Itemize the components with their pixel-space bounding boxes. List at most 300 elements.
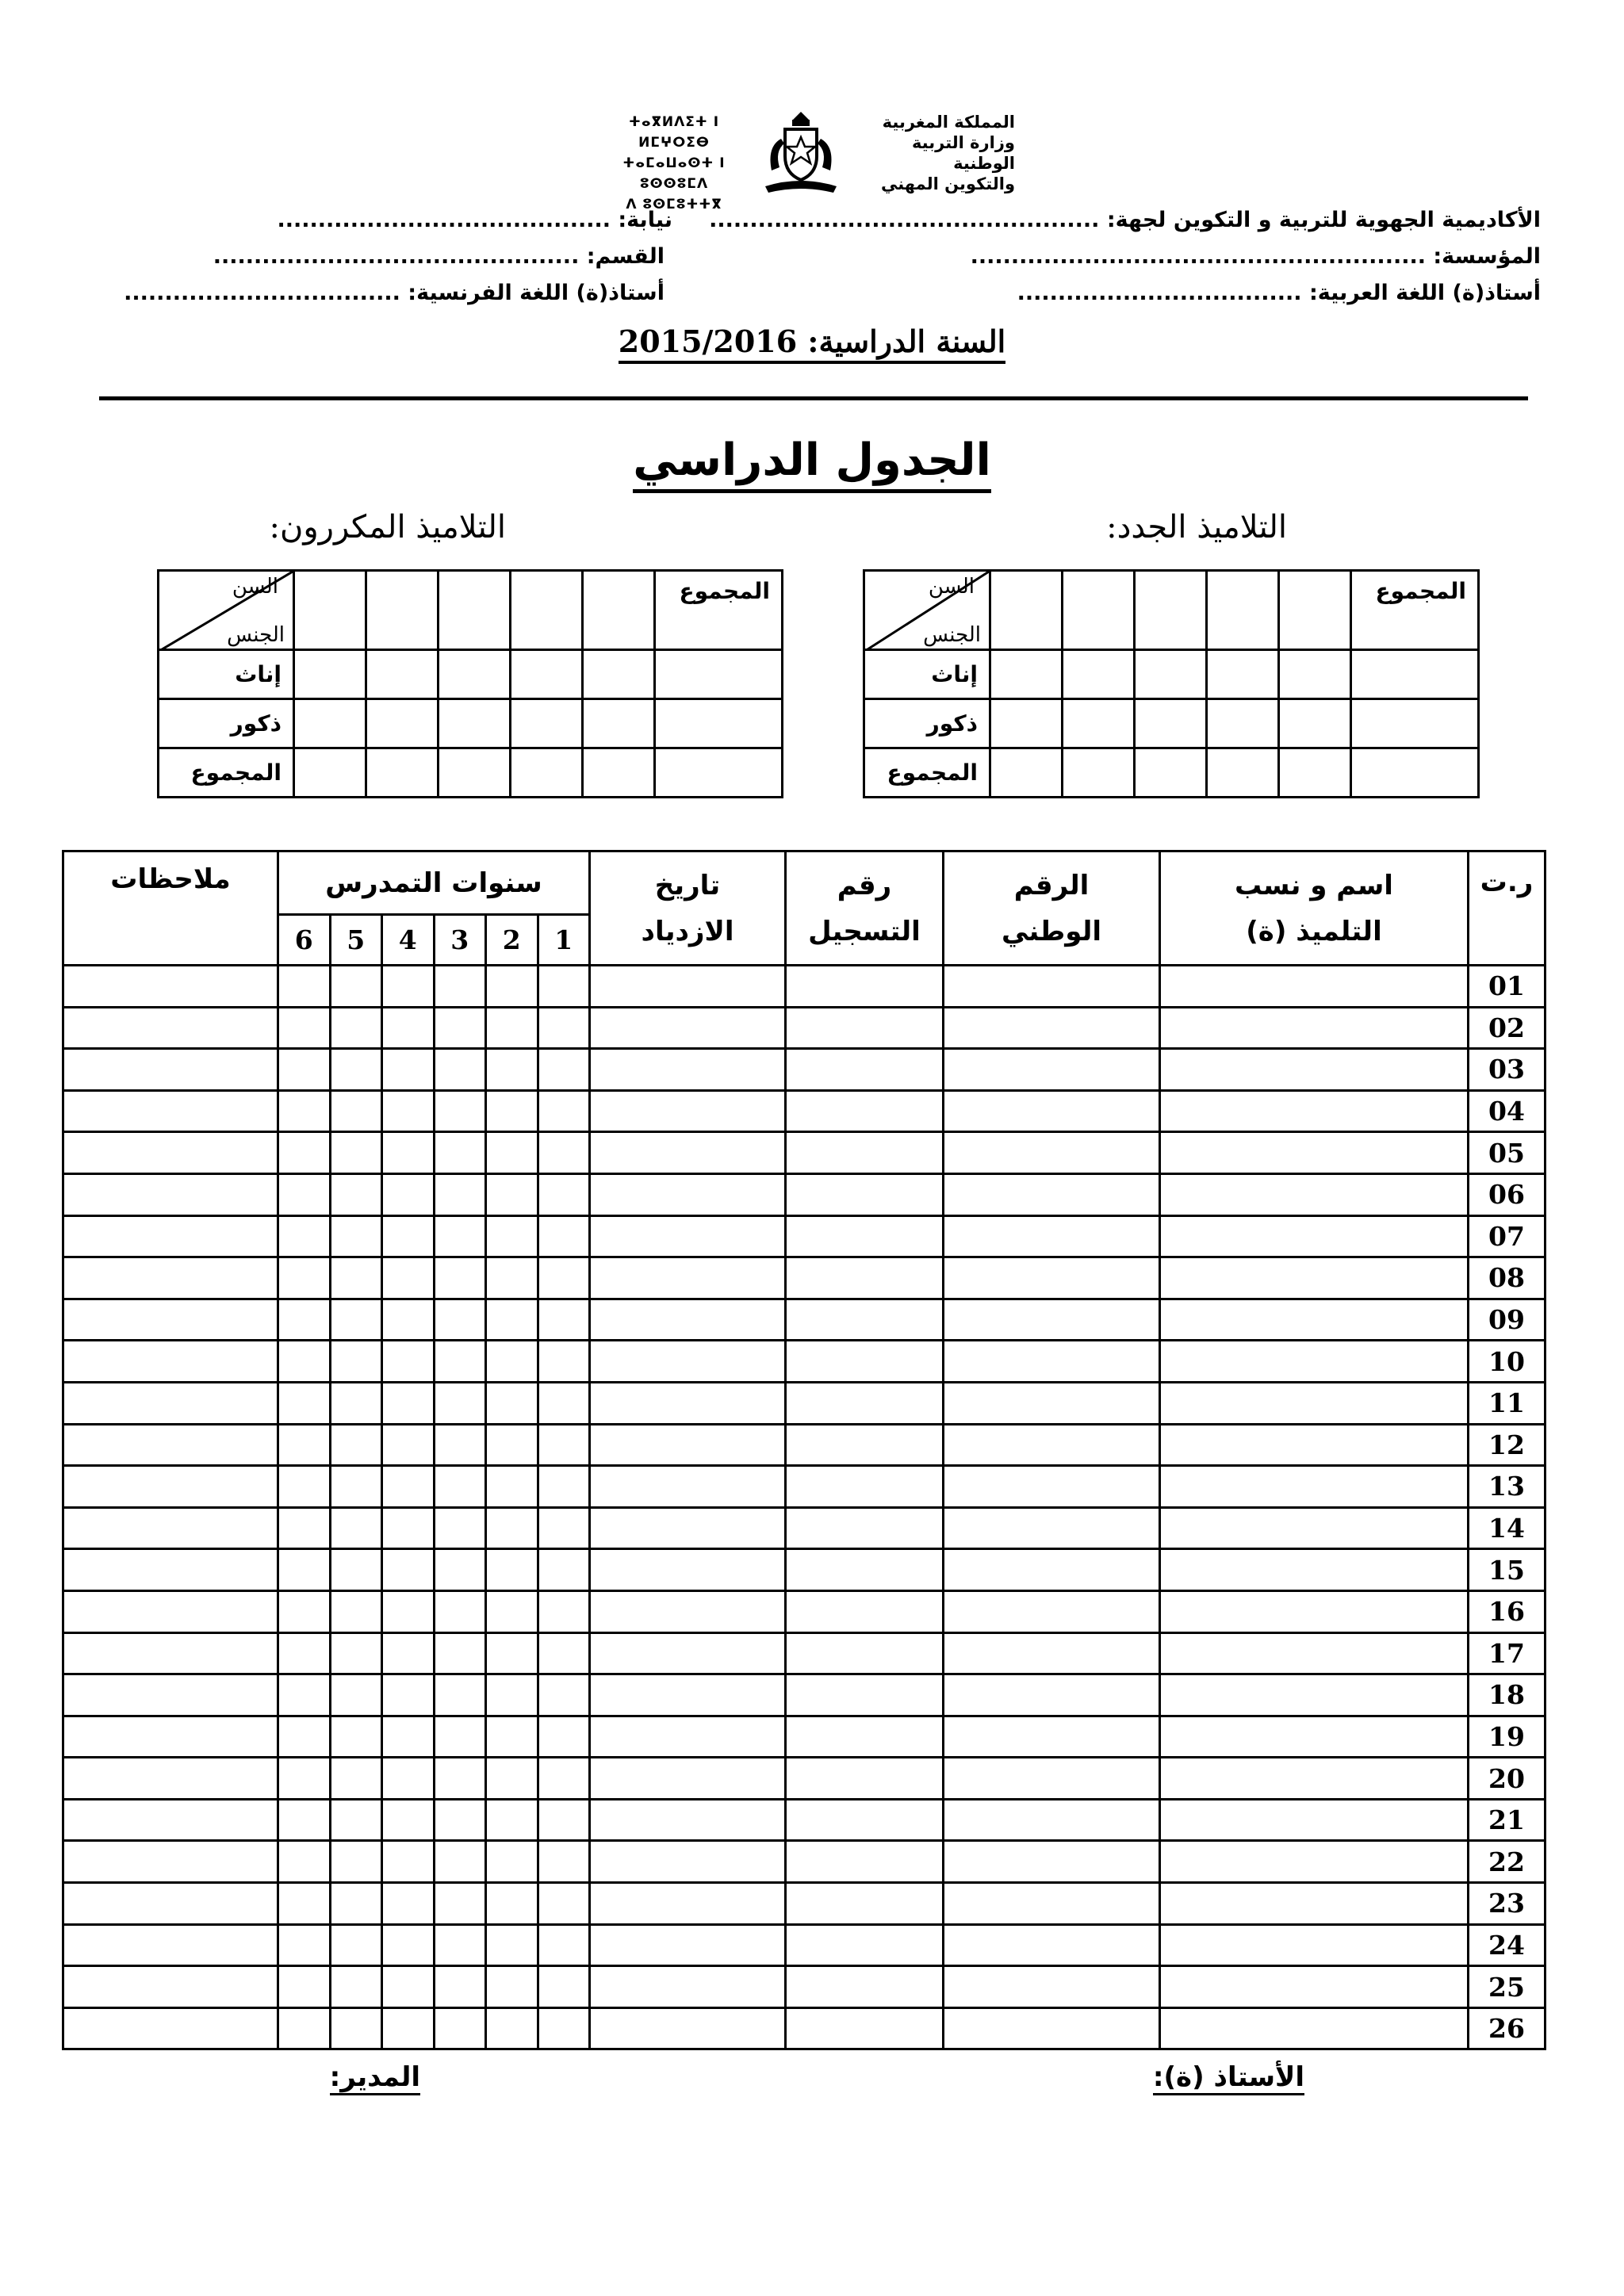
birth-date-cell[interactable] (590, 1716, 786, 1758)
registration-cell[interactable] (786, 1132, 944, 1174)
year-1-cell[interactable] (538, 1632, 590, 1674)
registration-cell[interactable] (786, 1716, 944, 1758)
year-1-cell[interactable] (538, 1007, 590, 1049)
national-number-cell[interactable] (944, 1883, 1160, 1925)
national-number-cell[interactable] (944, 1549, 1160, 1591)
notes-cell[interactable] (63, 1257, 278, 1299)
cell[interactable] (439, 650, 511, 699)
age-cell[interactable] (583, 571, 655, 650)
year-6-cell[interactable] (278, 1590, 331, 1632)
year-2-cell[interactable] (486, 1758, 538, 1800)
birth-date-cell[interactable] (590, 1424, 786, 1466)
registration-cell[interactable] (786, 1590, 944, 1632)
student-name-cell[interactable] (1160, 1090, 1469, 1132)
notes-cell[interactable] (63, 1549, 278, 1591)
birth-date-cell[interactable] (590, 1507, 786, 1549)
year-4-cell[interactable] (382, 1799, 435, 1841)
year-1-cell[interactable] (538, 1716, 590, 1758)
notes-cell[interactable] (63, 1841, 278, 1883)
year-5-cell[interactable] (330, 1716, 382, 1758)
year-4-cell[interactable] (382, 1841, 435, 1883)
student-name-cell[interactable] (1160, 1716, 1469, 1758)
student-name-cell[interactable] (1160, 1632, 1469, 1674)
year-5-cell[interactable] (330, 1507, 382, 1549)
year-4-cell[interactable] (382, 1341, 435, 1383)
year-6-cell[interactable] (278, 1716, 331, 1758)
year-6-cell[interactable] (278, 2007, 331, 2049)
registration-cell[interactable] (786, 1382, 944, 1424)
year-6-cell[interactable] (278, 1007, 331, 1049)
cell[interactable] (1207, 699, 1279, 748)
institution-field[interactable]: المؤسسة: ........................................................ (970, 244, 1541, 269)
cell[interactable] (1351, 748, 1479, 798)
year-6-cell[interactable] (278, 1674, 331, 1716)
year-5-cell[interactable] (330, 1049, 382, 1091)
notes-cell[interactable] (63, 1590, 278, 1632)
year-4-cell[interactable] (382, 1132, 435, 1174)
year-1-cell[interactable] (538, 1049, 590, 1091)
notes-cell[interactable] (63, 1049, 278, 1091)
birth-date-cell[interactable] (590, 2007, 786, 2049)
student-name-cell[interactable] (1160, 1841, 1469, 1883)
birth-date-cell[interactable] (590, 1132, 786, 1174)
registration-cell[interactable] (786, 1674, 944, 1716)
birth-date-cell[interactable] (590, 1758, 786, 1800)
cell[interactable] (1279, 699, 1351, 748)
national-number-cell[interactable] (944, 966, 1160, 1008)
year-6-cell[interactable] (278, 1424, 331, 1466)
year-3-cell[interactable] (434, 1674, 486, 1716)
year-1-cell[interactable] (538, 1299, 590, 1341)
registration-cell[interactable] (786, 1215, 944, 1257)
student-name-cell[interactable] (1160, 1466, 1469, 1508)
year-1-cell[interactable] (538, 1215, 590, 1257)
academy-field[interactable]: الأكاديمية الجهوية للتربية و التكوين لجهة: ................................................ (709, 208, 1541, 232)
birth-date-cell[interactable] (590, 966, 786, 1008)
student-name-cell[interactable] (1160, 1382, 1469, 1424)
year-5-cell[interactable] (330, 1341, 382, 1383)
cell[interactable] (583, 748, 655, 798)
year-1-cell[interactable] (538, 1799, 590, 1841)
year-5-cell[interactable] (330, 1924, 382, 1966)
student-name-cell[interactable] (1160, 1132, 1469, 1174)
student-name-cell[interactable] (1160, 1758, 1469, 1800)
cell[interactable] (1207, 748, 1279, 798)
year-1-cell[interactable] (538, 1924, 590, 1966)
cell[interactable] (439, 748, 511, 798)
national-number-cell[interactable] (944, 1007, 1160, 1049)
registration-cell[interactable] (786, 966, 944, 1008)
notes-cell[interactable] (63, 1966, 278, 2008)
student-name-cell[interactable] (1160, 1883, 1469, 1925)
notes-cell[interactable] (63, 1507, 278, 1549)
year-3-cell[interactable] (434, 1466, 486, 1508)
year-3-cell[interactable] (434, 966, 486, 1008)
notes-cell[interactable] (63, 1883, 278, 1925)
year-1-cell[interactable] (538, 1507, 590, 1549)
cell[interactable] (1351, 699, 1479, 748)
national-number-cell[interactable] (944, 1632, 1160, 1674)
year-4-cell[interactable] (382, 1966, 435, 2008)
student-name-cell[interactable] (1160, 966, 1469, 1008)
year-3-cell[interactable] (434, 1173, 486, 1215)
age-cell[interactable] (1207, 571, 1279, 650)
year-3-cell[interactable] (434, 1716, 486, 1758)
cell[interactable] (1351, 650, 1479, 699)
year-1-cell[interactable] (538, 966, 590, 1008)
year-2-cell[interactable] (486, 1132, 538, 1174)
year-4-cell[interactable] (382, 2007, 435, 2049)
birth-date-cell[interactable] (590, 1632, 786, 1674)
birth-date-cell[interactable] (590, 1173, 786, 1215)
year-2-cell[interactable] (486, 1424, 538, 1466)
cell[interactable] (439, 699, 511, 748)
registration-cell[interactable] (786, 1924, 944, 1966)
cell[interactable] (1135, 650, 1207, 699)
year-6-cell[interactable] (278, 966, 331, 1008)
national-number-cell[interactable] (944, 1424, 1160, 1466)
year-2-cell[interactable] (486, 2007, 538, 2049)
year-5-cell[interactable] (330, 1466, 382, 1508)
notes-cell[interactable] (63, 1924, 278, 1966)
year-5-cell[interactable] (330, 966, 382, 1008)
national-number-cell[interactable] (944, 1966, 1160, 2008)
national-number-cell[interactable] (944, 1716, 1160, 1758)
year-5-cell[interactable] (330, 1132, 382, 1174)
year-2-cell[interactable] (486, 1299, 538, 1341)
student-name-cell[interactable] (1160, 1257, 1469, 1299)
year-5-cell[interactable] (330, 1590, 382, 1632)
cell[interactable] (511, 699, 583, 748)
birth-date-cell[interactable] (590, 1049, 786, 1091)
year-5-cell[interactable] (330, 1257, 382, 1299)
registration-cell[interactable] (786, 1632, 944, 1674)
registration-cell[interactable] (786, 1424, 944, 1466)
cell[interactable] (366, 699, 439, 748)
notes-cell[interactable] (63, 1674, 278, 1716)
national-number-cell[interactable] (944, 1090, 1160, 1132)
cell[interactable] (294, 748, 366, 798)
year-4-cell[interactable] (382, 1674, 435, 1716)
national-number-cell[interactable] (944, 1758, 1160, 1800)
cell[interactable] (990, 699, 1063, 748)
cell[interactable] (583, 699, 655, 748)
year-2-cell[interactable] (486, 1966, 538, 2008)
year-6-cell[interactable] (278, 1632, 331, 1674)
birth-date-cell[interactable] (590, 1382, 786, 1424)
year-3-cell[interactable] (434, 1215, 486, 1257)
year-5-cell[interactable] (330, 1424, 382, 1466)
year-4-cell[interactable] (382, 1716, 435, 1758)
year-4-cell[interactable] (382, 966, 435, 1008)
birth-date-cell[interactable] (590, 1841, 786, 1883)
student-name-cell[interactable] (1160, 1215, 1469, 1257)
year-4-cell[interactable] (382, 1049, 435, 1091)
year-1-cell[interactable] (538, 2007, 590, 2049)
notes-cell[interactable] (63, 1716, 278, 1758)
year-3-cell[interactable] (434, 1883, 486, 1925)
student-name-cell[interactable] (1160, 1299, 1469, 1341)
registration-cell[interactable] (786, 1257, 944, 1299)
notes-cell[interactable] (63, 1341, 278, 1383)
year-5-cell[interactable] (330, 1674, 382, 1716)
notes-cell[interactable] (63, 1382, 278, 1424)
year-5-cell[interactable] (330, 1841, 382, 1883)
age-cell[interactable] (1063, 571, 1135, 650)
cell[interactable] (511, 650, 583, 699)
cell[interactable] (990, 748, 1063, 798)
notes-cell[interactable] (63, 1132, 278, 1174)
year-5-cell[interactable] (330, 1299, 382, 1341)
birth-date-cell[interactable] (590, 1257, 786, 1299)
cell[interactable] (655, 650, 783, 699)
year-1-cell[interactable] (538, 1549, 590, 1591)
student-name-cell[interactable] (1160, 1966, 1469, 2008)
student-name-cell[interactable] (1160, 1799, 1469, 1841)
year-1-cell[interactable] (538, 1841, 590, 1883)
national-number-cell[interactable] (944, 1382, 1160, 1424)
cell[interactable] (294, 650, 366, 699)
year-5-cell[interactable] (330, 1632, 382, 1674)
year-4-cell[interactable] (382, 1007, 435, 1049)
year-2-cell[interactable] (486, 1590, 538, 1632)
student-name-cell[interactable] (1160, 1924, 1469, 1966)
birth-date-cell[interactable] (590, 1590, 786, 1632)
year-3-cell[interactable] (434, 1299, 486, 1341)
year-2-cell[interactable] (486, 1090, 538, 1132)
year-4-cell[interactable] (382, 1466, 435, 1508)
birth-date-cell[interactable] (590, 1341, 786, 1383)
student-name-cell[interactable] (1160, 1590, 1469, 1632)
cell[interactable] (990, 650, 1063, 699)
year-6-cell[interactable] (278, 1549, 331, 1591)
national-number-cell[interactable] (944, 1341, 1160, 1383)
year-2-cell[interactable] (486, 1466, 538, 1508)
national-number-cell[interactable] (944, 1841, 1160, 1883)
year-3-cell[interactable] (434, 1632, 486, 1674)
year-5-cell[interactable] (330, 1549, 382, 1591)
year-2-cell[interactable] (486, 1632, 538, 1674)
year-4-cell[interactable] (382, 1883, 435, 1925)
year-1-cell[interactable] (538, 1883, 590, 1925)
age-cell[interactable] (439, 571, 511, 650)
year-3-cell[interactable] (434, 1424, 486, 1466)
birth-date-cell[interactable] (590, 1007, 786, 1049)
year-2-cell[interactable] (486, 1382, 538, 1424)
cell[interactable] (366, 748, 439, 798)
year-6-cell[interactable] (278, 1299, 331, 1341)
year-3-cell[interactable] (434, 1007, 486, 1049)
year-4-cell[interactable] (382, 1215, 435, 1257)
student-name-cell[interactable] (1160, 1424, 1469, 1466)
year-4-cell[interactable] (382, 1632, 435, 1674)
national-number-cell[interactable] (944, 2007, 1160, 2049)
cell[interactable] (1063, 699, 1135, 748)
year-5-cell[interactable] (330, 1173, 382, 1215)
national-number-cell[interactable] (944, 1299, 1160, 1341)
year-2-cell[interactable] (486, 966, 538, 1008)
year-2-cell[interactable] (486, 1215, 538, 1257)
notes-cell[interactable] (63, 1090, 278, 1132)
year-6-cell[interactable] (278, 1382, 331, 1424)
national-number-cell[interactable] (944, 1799, 1160, 1841)
national-number-cell[interactable] (944, 1257, 1160, 1299)
registration-cell[interactable] (786, 1966, 944, 2008)
year-6-cell[interactable] (278, 1257, 331, 1299)
year-5-cell[interactable] (330, 1215, 382, 1257)
year-4-cell[interactable] (382, 1507, 435, 1549)
year-1-cell[interactable] (538, 1132, 590, 1174)
year-4-cell[interactable] (382, 1924, 435, 1966)
year-4-cell[interactable] (382, 1424, 435, 1466)
year-3-cell[interactable] (434, 1049, 486, 1091)
year-2-cell[interactable] (486, 1799, 538, 1841)
year-3-cell[interactable] (434, 1132, 486, 1174)
national-number-cell[interactable] (944, 1466, 1160, 1508)
year-3-cell[interactable] (434, 1090, 486, 1132)
notes-cell[interactable] (63, 966, 278, 1008)
year-5-cell[interactable] (330, 1799, 382, 1841)
cell[interactable] (655, 699, 783, 748)
notes-cell[interactable] (63, 1424, 278, 1466)
registration-cell[interactable] (786, 1299, 944, 1341)
student-name-cell[interactable] (1160, 1173, 1469, 1215)
birth-date-cell[interactable] (590, 1215, 786, 1257)
year-3-cell[interactable] (434, 1924, 486, 1966)
year-6-cell[interactable] (278, 1924, 331, 1966)
year-5-cell[interactable] (330, 1883, 382, 1925)
year-1-cell[interactable] (538, 1382, 590, 1424)
birth-date-cell[interactable] (590, 1299, 786, 1341)
year-6-cell[interactable] (278, 1883, 331, 1925)
notes-cell[interactable] (63, 1007, 278, 1049)
cell[interactable] (294, 699, 366, 748)
registration-cell[interactable] (786, 1758, 944, 1800)
year-6-cell[interactable] (278, 1090, 331, 1132)
national-number-cell[interactable] (944, 1924, 1160, 1966)
student-name-cell[interactable] (1160, 1049, 1469, 1091)
year-6-cell[interactable] (278, 1841, 331, 1883)
registration-cell[interactable] (786, 1799, 944, 1841)
birth-date-cell[interactable] (590, 1090, 786, 1132)
arabic-teacher-field[interactable]: أستاذ(ة) اللغة العربية: ................................... (1017, 281, 1541, 305)
national-number-cell[interactable] (944, 1049, 1160, 1091)
year-4-cell[interactable] (382, 1590, 435, 1632)
registration-cell[interactable] (786, 1841, 944, 1883)
delegation-field[interactable]: نيابة: ......................................... (277, 208, 672, 232)
birth-date-cell[interactable] (590, 1966, 786, 2008)
registration-cell[interactable] (786, 1007, 944, 1049)
student-name-cell[interactable] (1160, 2007, 1469, 2049)
year-1-cell[interactable] (538, 1590, 590, 1632)
cell[interactable] (1207, 650, 1279, 699)
year-1-cell[interactable] (538, 1341, 590, 1383)
birth-date-cell[interactable] (590, 1674, 786, 1716)
national-number-cell[interactable] (944, 1173, 1160, 1215)
year-1-cell[interactable] (538, 1966, 590, 2008)
year-3-cell[interactable] (434, 1549, 486, 1591)
year-3-cell[interactable] (434, 1341, 486, 1383)
year-6-cell[interactable] (278, 1758, 331, 1800)
cell[interactable] (1279, 748, 1351, 798)
age-cell[interactable] (1279, 571, 1351, 650)
year-5-cell[interactable] (330, 1758, 382, 1800)
year-4-cell[interactable] (382, 1090, 435, 1132)
year-6-cell[interactable] (278, 1049, 331, 1091)
age-cell[interactable] (511, 571, 583, 650)
year-2-cell[interactable] (486, 1257, 538, 1299)
age-cell[interactable] (294, 571, 366, 650)
national-number-cell[interactable] (944, 1215, 1160, 1257)
year-4-cell[interactable] (382, 1173, 435, 1215)
year-2-cell[interactable] (486, 1341, 538, 1383)
student-name-cell[interactable] (1160, 1674, 1469, 1716)
year-6-cell[interactable] (278, 1466, 331, 1508)
year-2-cell[interactable] (486, 1549, 538, 1591)
notes-cell[interactable] (63, 1173, 278, 1215)
year-2-cell[interactable] (486, 1507, 538, 1549)
student-name-cell[interactable] (1160, 1341, 1469, 1383)
cell[interactable] (583, 650, 655, 699)
year-3-cell[interactable] (434, 1507, 486, 1549)
cell[interactable] (1135, 699, 1207, 748)
year-4-cell[interactable] (382, 1382, 435, 1424)
year-3-cell[interactable] (434, 1799, 486, 1841)
year-3-cell[interactable] (434, 1841, 486, 1883)
birth-date-cell[interactable] (590, 1466, 786, 1508)
registration-cell[interactable] (786, 1466, 944, 1508)
year-5-cell[interactable] (330, 1007, 382, 1049)
student-name-cell[interactable] (1160, 1549, 1469, 1591)
registration-cell[interactable] (786, 1883, 944, 1925)
notes-cell[interactable] (63, 1758, 278, 1800)
national-number-cell[interactable] (944, 1132, 1160, 1174)
year-2-cell[interactable] (486, 1007, 538, 1049)
national-number-cell[interactable] (944, 1674, 1160, 1716)
year-1-cell[interactable] (538, 1674, 590, 1716)
section-field[interactable]: القسم: ............................................. (213, 244, 665, 269)
notes-cell[interactable] (63, 1632, 278, 1674)
french-teacher-field[interactable]: أستاذ(ة) اللغة الفرنسية: .................................. (124, 281, 665, 305)
year-5-cell[interactable] (330, 2007, 382, 2049)
registration-cell[interactable] (786, 1049, 944, 1091)
year-6-cell[interactable] (278, 1341, 331, 1383)
cell[interactable] (655, 748, 783, 798)
notes-cell[interactable] (63, 1215, 278, 1257)
year-4-cell[interactable] (382, 1299, 435, 1341)
year-6-cell[interactable] (278, 1132, 331, 1174)
registration-cell[interactable] (786, 1507, 944, 1549)
notes-cell[interactable] (63, 1299, 278, 1341)
year-6-cell[interactable] (278, 1966, 331, 2008)
year-5-cell[interactable] (330, 1382, 382, 1424)
national-number-cell[interactable] (944, 1590, 1160, 1632)
cell[interactable] (366, 650, 439, 699)
registration-cell[interactable] (786, 1549, 944, 1591)
cell[interactable] (1063, 748, 1135, 798)
year-6-cell[interactable] (278, 1215, 331, 1257)
year-5-cell[interactable] (330, 1090, 382, 1132)
year-4-cell[interactable] (382, 1758, 435, 1800)
year-4-cell[interactable] (382, 1257, 435, 1299)
national-number-cell[interactable] (944, 1507, 1160, 1549)
year-1-cell[interactable] (538, 1424, 590, 1466)
year-3-cell[interactable] (434, 1382, 486, 1424)
year-3-cell[interactable] (434, 2007, 486, 2049)
age-cell[interactable] (366, 571, 439, 650)
year-1-cell[interactable] (538, 1257, 590, 1299)
year-3-cell[interactable] (434, 1257, 486, 1299)
